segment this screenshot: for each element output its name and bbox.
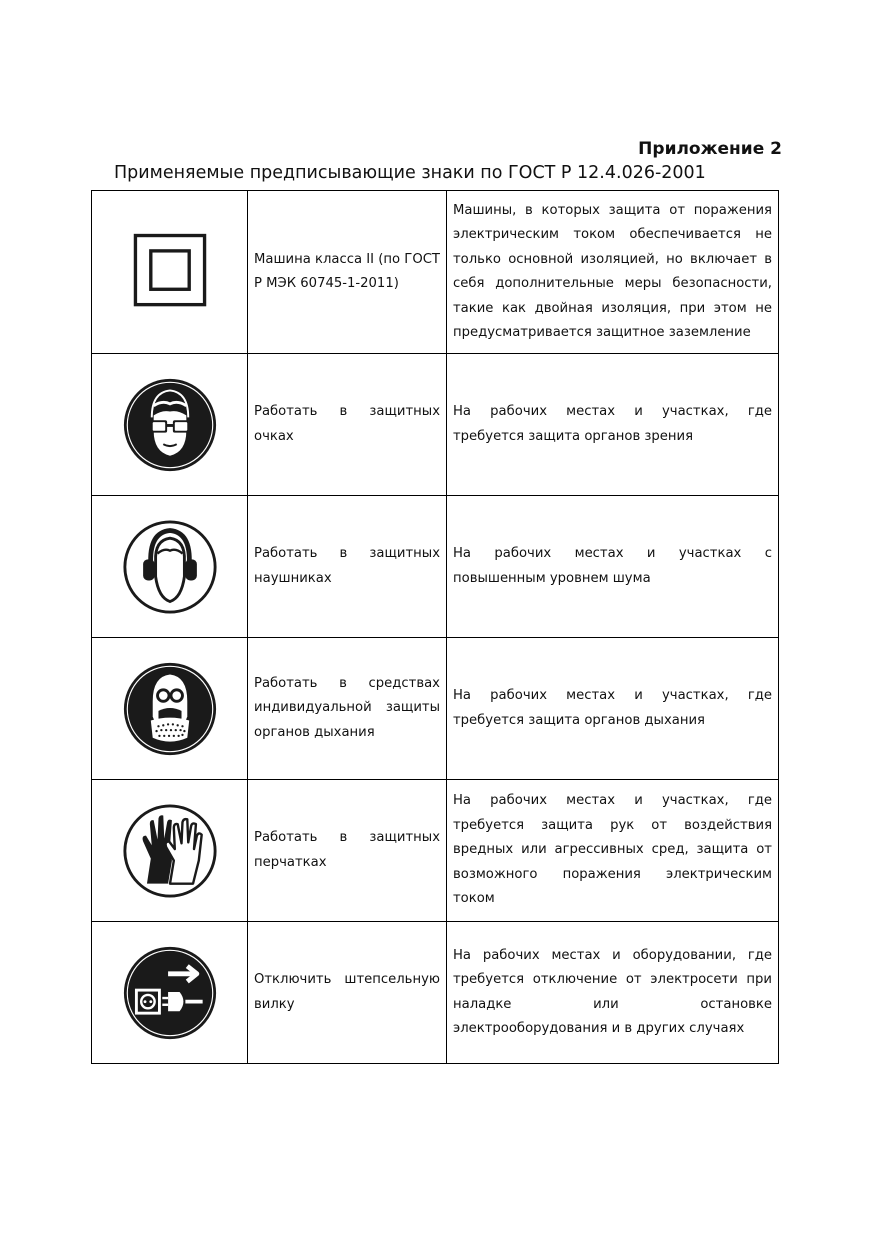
- sign-description: Машины, в которых защита от поражения электрическим током обеспечивается не только основной изоляцией, но включает в себя дополнительные меры безопасности, такие как двойная изоляция, при этом не предусматривается защитное заземление: [447, 191, 779, 354]
- table-row: [92, 496, 779, 638]
- table-row: [92, 354, 779, 496]
- sign-name: Работать в защитных перчатках: [248, 780, 447, 922]
- safety-glasses-icon: [122, 377, 218, 473]
- sign-description: На рабочих местах и участках с повышенным уровнем шума: [447, 496, 779, 638]
- sign-name: Работать в средствах индивидуальной защиты органов дыхания: [248, 638, 447, 780]
- sign-description: На рабочих местах и участках, где требуется защита органов дыхания: [447, 638, 779, 780]
- table-row: [92, 780, 779, 922]
- page-title: Применяемые предписывающие знаки по ГОСТ Р 12.4.026-2001: [114, 163, 706, 183]
- appendix-label: Приложение 2: [638, 139, 782, 159]
- sign-name: Работать в защитных очках: [248, 354, 447, 496]
- table-row: [92, 922, 779, 1064]
- sign-name: Машина класса II (по ГОСТ Р МЭК 60745-1-2011): [248, 191, 447, 354]
- ear-protection-icon: [122, 519, 218, 615]
- signs-table: [91, 190, 779, 1064]
- sign-name: Работать в защитных наушниках: [248, 496, 447, 638]
- double-square-class-ii-icon: [122, 224, 218, 320]
- unplug-icon: [122, 945, 218, 1041]
- sign-description: На рабочих местах и оборудовании, где требуется отключение от электросети при наладке или остановке электрооборудования и в других случаях: [447, 922, 779, 1064]
- sign-description: На рабочих местах и участках, где требуется защита рук от воздействия вредных или агрессивных сред, защита от возможного поражения электрическим током: [447, 780, 779, 922]
- sign-description: На рабочих местах и участках, где требуется защита органов зрения: [447, 354, 779, 496]
- table-row: [92, 638, 779, 780]
- protective-gloves-icon: [122, 803, 218, 899]
- respirator-icon: [122, 661, 218, 757]
- sign-name: Отключить штепсельную вилку: [248, 922, 447, 1064]
- table-row: [92, 191, 779, 354]
